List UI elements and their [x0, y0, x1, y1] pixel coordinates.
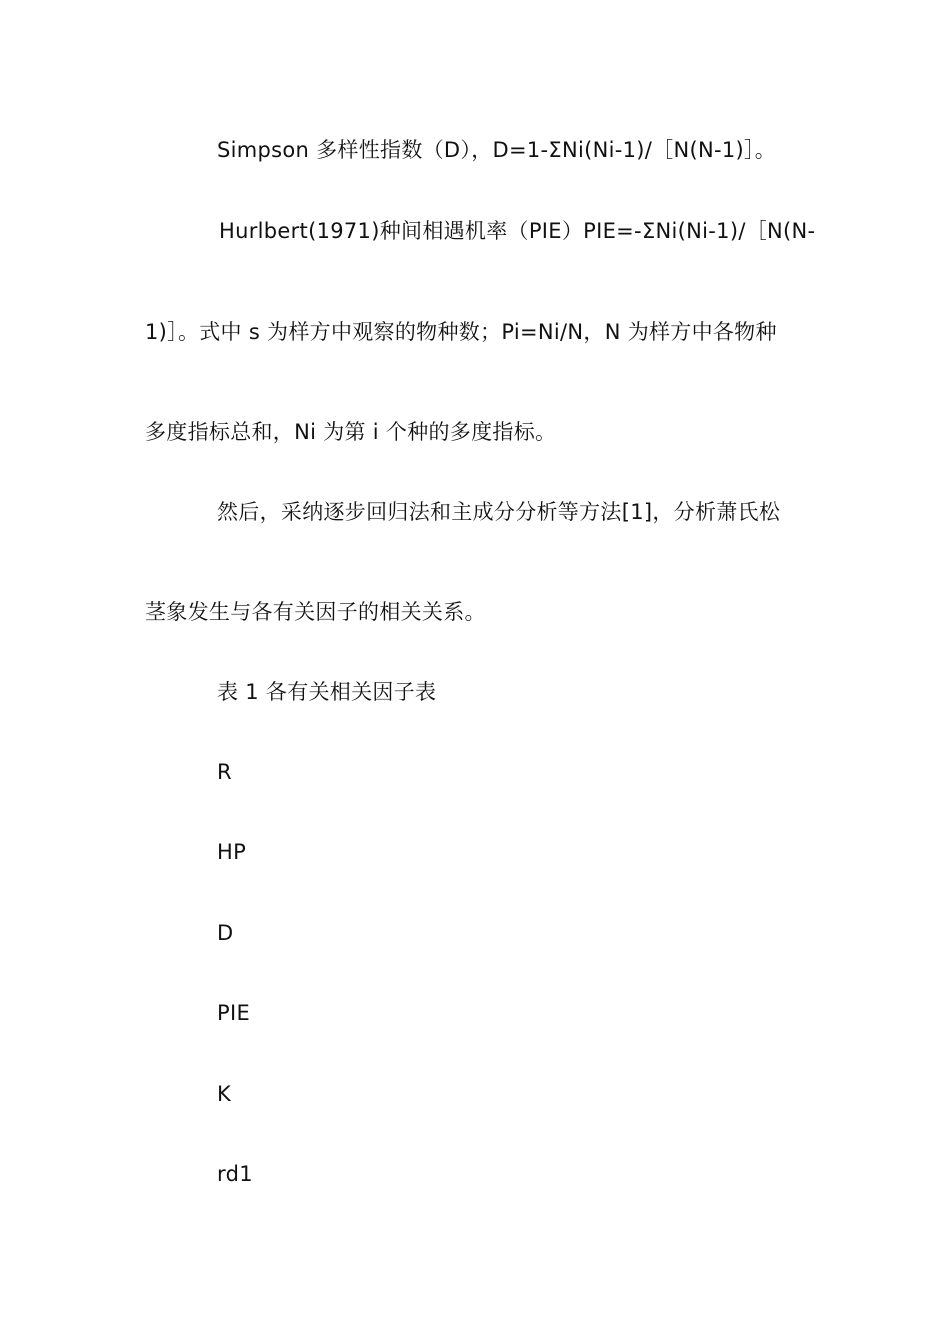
paragraph-hurlbert-line-1: Hurlbert(1971)种间相遇机率（PIE）PIE=-ΣNi(Ni-1)/［N(N- [219, 219, 816, 243]
factor-item: R [217, 760, 232, 784]
factor-item: rd1 [217, 1162, 253, 1186]
factor-item: PIE [217, 1001, 251, 1025]
table-caption: 表 1 各有关相关因子表 [217, 680, 437, 704]
factor-item: K [217, 1082, 232, 1106]
paragraph-method-line-2: 茎象发生与各有关因子的相关关系。 [145, 600, 486, 624]
paragraph-hurlbert-line-2: 1)］。式中 s 为样方中观察的物种数；Pi=Ni/N，N 为样方中各物种 [145, 320, 777, 344]
factor-item: D [217, 921, 234, 945]
factor-item: HP [217, 840, 247, 864]
paragraph-simpson-line: Simpson 多样性指数（D），D=1-ΣNi(Ni-1)/［N(N-1)］。 [217, 138, 777, 162]
paragraph-hurlbert-line-3: 多度指标总和，Ni 为第 i 个种的多度指标。 [145, 420, 557, 444]
paragraph-method-line-1: 然后，采纳逐步回归法和主成分分析等方法[1]，分析萧氏松 [217, 500, 781, 524]
